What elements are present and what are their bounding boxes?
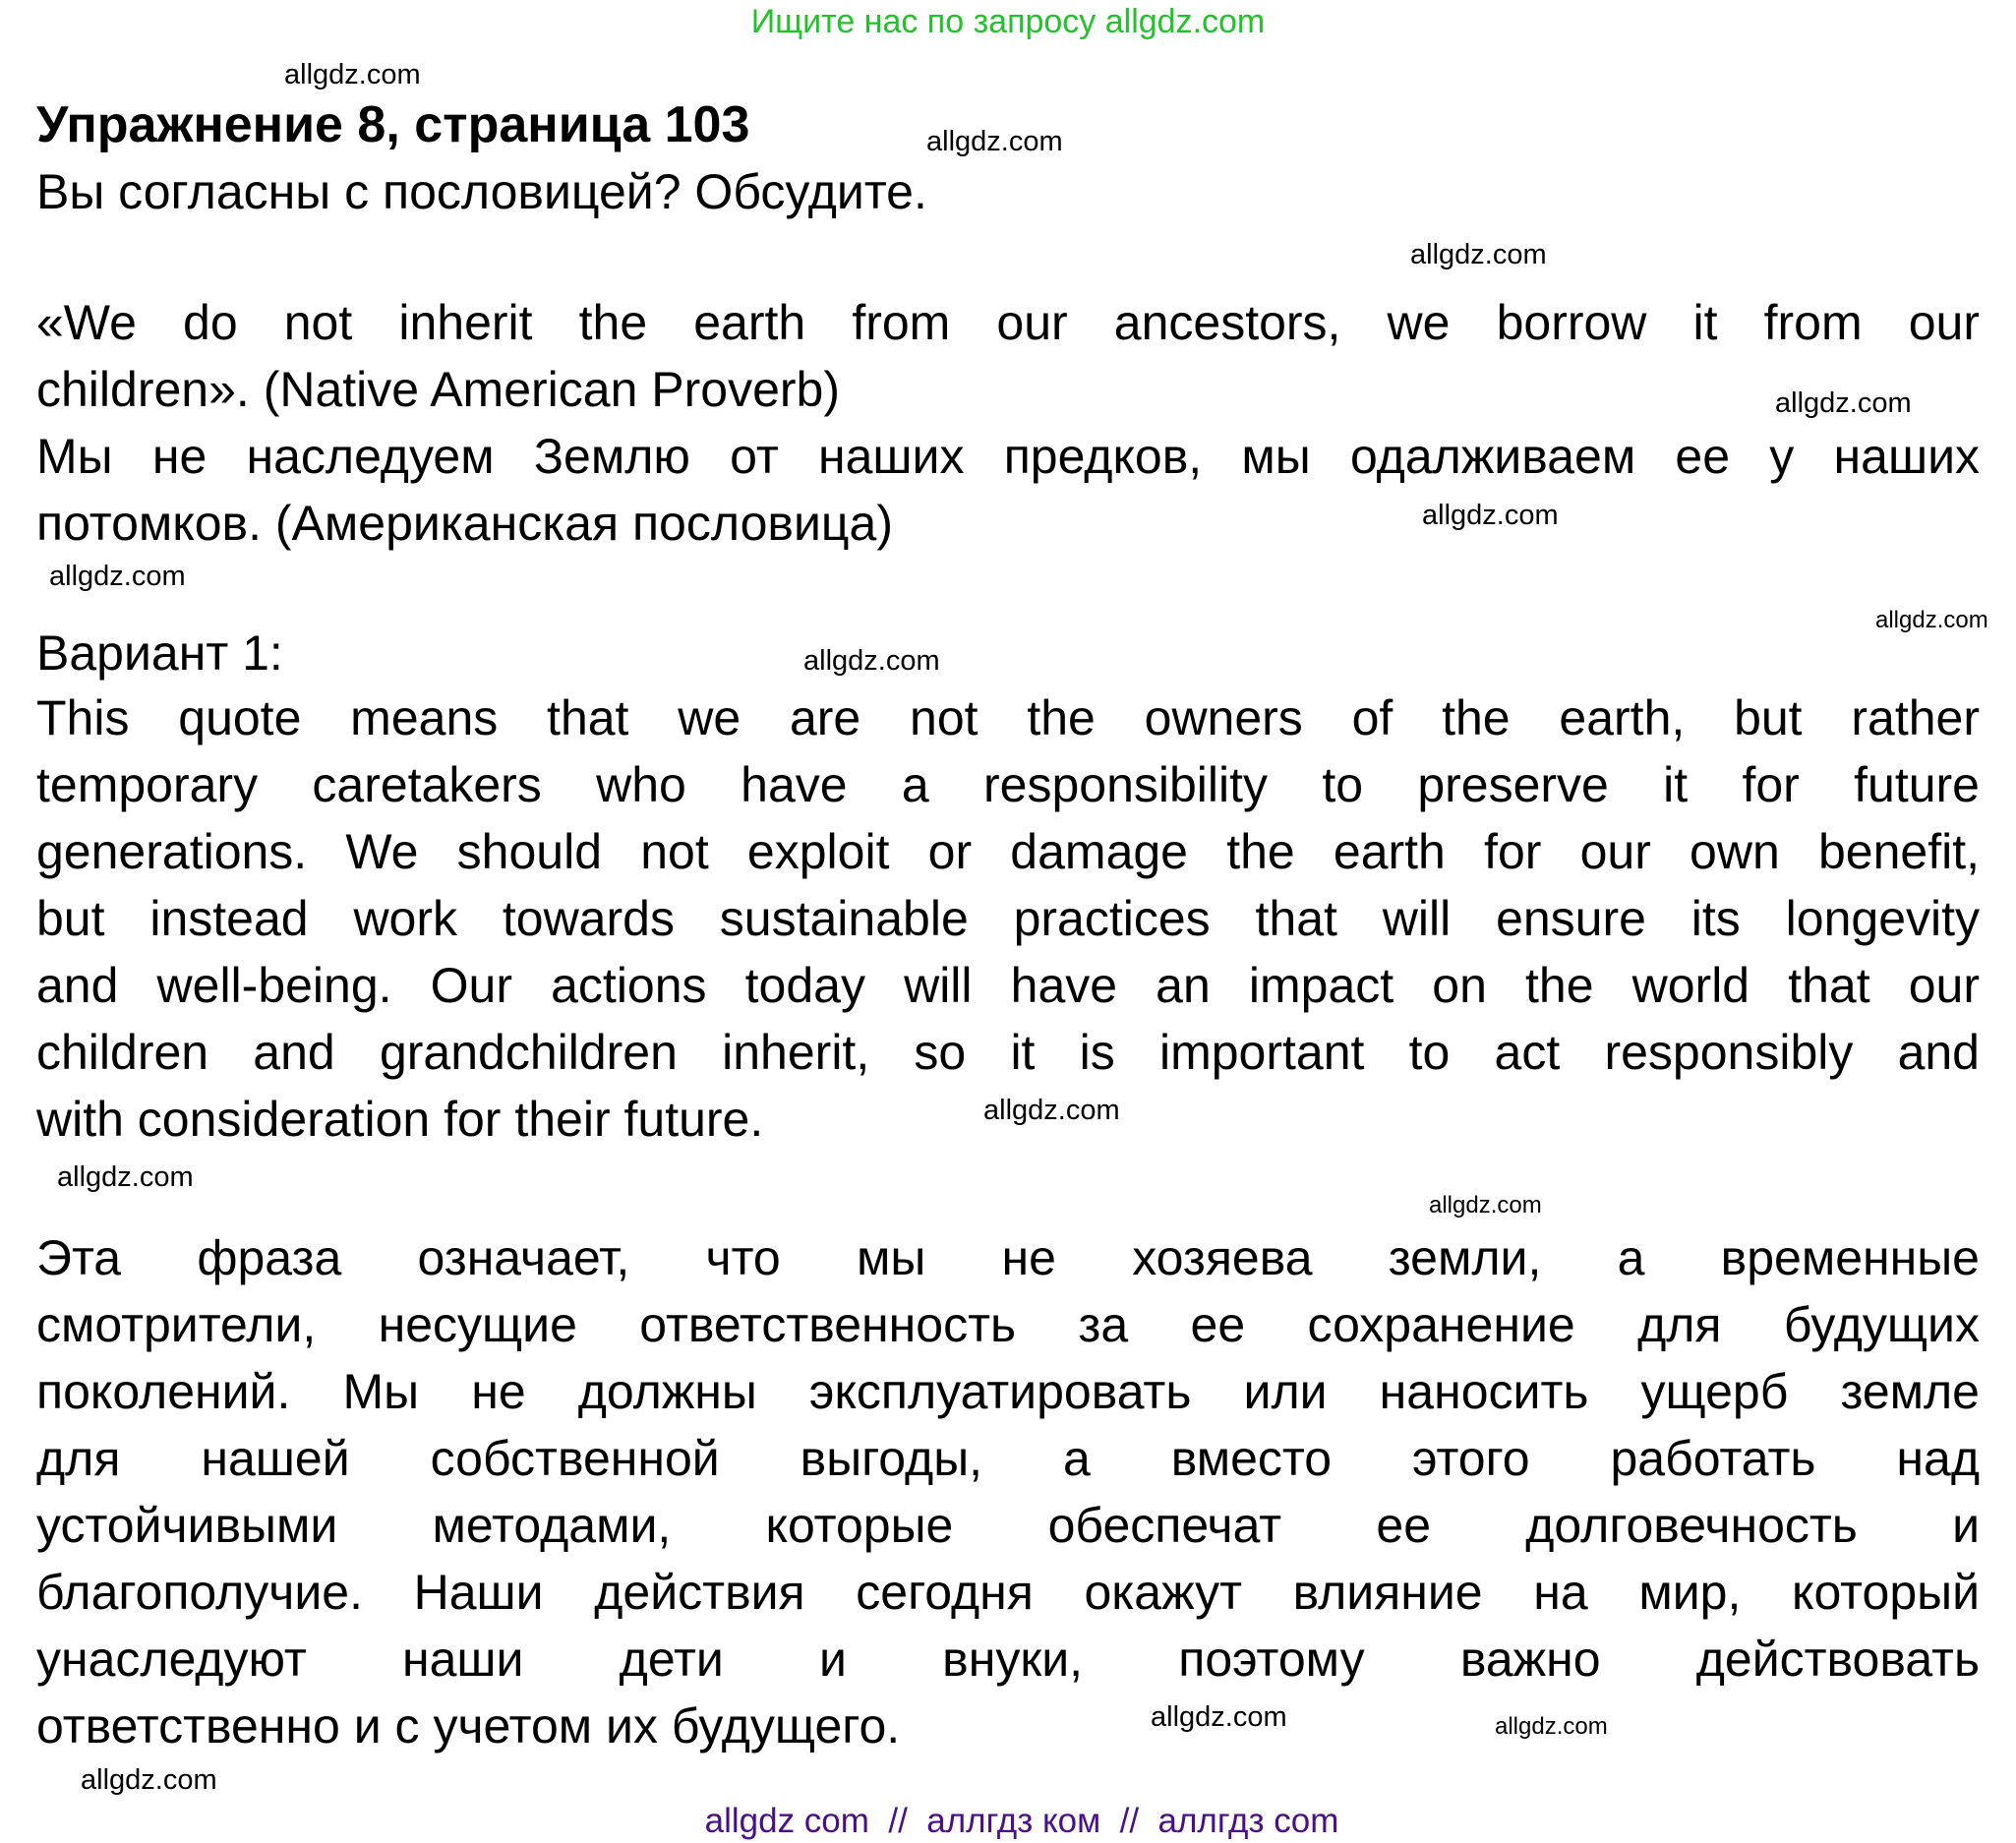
answer-line: and well-being. Our actions today will have an impact on the world that our [36, 958, 1980, 1013]
quote-russian [36, 423, 1980, 557]
answer-line: смотрители, несущие ответственность за ее сохранение для будущих [36, 1297, 1980, 1352]
watermark: allgdz.com [1429, 1192, 1542, 1219]
watermark: allgdz.com [57, 1161, 194, 1193]
quote-line: children». (Native American Proverb) [36, 362, 840, 417]
quote-line: Мы не наследуем Землю от наших предков, мы одалживаем ее у наших [36, 429, 1980, 484]
answer-line: generations. We should not exploit or damage the earth for our own benefit, [36, 824, 1980, 879]
page-title: Упражнение 8, страница 103 [36, 96, 750, 153]
watermark: allgdz.com [1875, 607, 1988, 633]
answer-line: для нашей собственной выгоды, а вместо этого работать над [36, 1431, 1980, 1486]
answer-line: children and grandchildren inherit, so it is important to act responsibly and [36, 1025, 1980, 1080]
task-text: Вы согласны с пословицей? Обсудите. [36, 164, 927, 219]
quote-english [36, 289, 1980, 423]
watermark: allgdz.com [1422, 500, 1559, 531]
watermark: allgdz.com [49, 561, 186, 592]
answer-line: temporary caretakers who have a responsibility to preserve it for future [36, 757, 1980, 812]
watermark: allgdz.com [803, 645, 940, 677]
footer-links[interactable]: allgdz com // аллгдз ком // аллгдз com [704, 1802, 1339, 1840]
watermark: allgdz.com [81, 1764, 217, 1796]
answer-line: поколений. Мы не должны эксплуатировать или наносить ущерб земле [36, 1364, 1980, 1419]
watermark: allgdz.com [1495, 1713, 1608, 1740]
quote-line: «We do not inherit the earth from our ancestors, we borrow it from our [36, 295, 1980, 350]
watermark: allgdz.com [983, 1095, 1120, 1126]
answer-line: ответственно и с учетом их будущего. [36, 1698, 901, 1754]
answer-line: with consideration for their future. [36, 1092, 764, 1147]
header-banner-link[interactable]: Ищите нас по запросу allgdz.com [750, 3, 1266, 40]
quote-line: потомков. (Американская пословица) [36, 496, 893, 551]
watermark: allgdz.com [926, 126, 1063, 157]
watermark: allgdz.com [1151, 1701, 1287, 1733]
answer-line: унаследуют наши дети и внуки, поэтому важно действовать [36, 1632, 1980, 1687]
watermark: allgdz.com [284, 59, 421, 90]
answer-line: This quote means that we are not the owners of the earth, but rather [36, 690, 1980, 745]
answer-line: устойчивыми методами, которые обеспечат ее долговечность и [36, 1498, 1980, 1553]
answer-english [36, 684, 1980, 1153]
watermark: allgdz.com [1775, 387, 1912, 419]
answer-line: благополучие. Наши действия сегодня окажут влияние на мир, который [36, 1565, 1980, 1620]
watermark: allgdz.com [1410, 239, 1547, 270]
answer-line: Эта фраза означает, что мы не хозяева земли, а временные [36, 1230, 1980, 1285]
variant-label: Вариант 1: [36, 625, 283, 681]
answer-russian [36, 1224, 1980, 1759]
answer-line: but instead work towards sustainable practices that will ensure its longevity [36, 891, 1980, 946]
